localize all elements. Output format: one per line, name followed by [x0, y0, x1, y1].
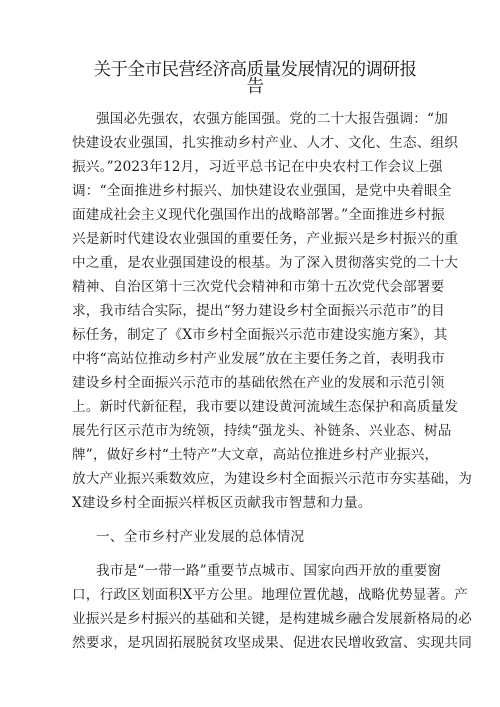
paragraph-line: 兴是新时代建设农业强国的重要任务，产业振兴是乡村振兴的重: [72, 231, 459, 247]
paragraph-line: 然要求，是巩固拓展脱贫攻坚成果、促进农民增收致富、实现共同: [72, 635, 473, 651]
paragraph-line: 面建成社会主义现代化强国作出的战略部署。”全面推进乡村振: [72, 207, 445, 223]
paragraph-line: 上。新时代新征程，我市要以建设黄河流域生态保护和高质量发: [72, 399, 459, 415]
paragraph-line: 强国必先强农，农强方能国强。党的二十大报告强调：“加: [96, 111, 448, 127]
paragraph-line: 快建设农业强国，扎实推动乡村产业、人才、文化、生态、组织: [72, 135, 459, 151]
paragraph-line: 中将“高站位推动乡村产业发展”放在主要任务之首，表明我市: [72, 351, 445, 367]
paragraph-line: 中之重，是农业强国建设的根基。为了深入贯彻落实党的二十大: [72, 255, 459, 271]
paragraph-line: 我市是“一带一路”重要节点城市、国家向西开放的重要窗: [96, 563, 442, 579]
section-heading: 一、全市乡村产业发展的总体情况: [96, 529, 305, 545]
paragraph-line: 求，我市结合实际，提出“努力建设乡村全面振兴示范市”的目: [72, 303, 445, 319]
paragraph-line: X建设乡村全面振兴样板区贡献我市智慧和力量。: [72, 495, 372, 511]
document-title: 关于全市民营经济高质量发展情况的调研报告: [93, 60, 417, 97]
paragraph-line: 精神、自治区第十三次党代会精神和市第十五次党代会部署要: [72, 279, 445, 295]
paragraph-line: 业振兴是乡村振兴的基础和关键，是构建城乡融合发展新格局的必: [72, 611, 473, 627]
paragraph-line: 牌”，做好乡村“土特产”大文章，高站位推进乡村产业振兴，: [72, 447, 439, 463]
paragraph-line: 标任务，制定了《X市乡村全面振兴示范市建设实施方案》，其: [72, 327, 448, 343]
paragraph-line: 放大产业振兴乘数效应，为建设乡村全面振兴示范市夯实基础，为: [72, 471, 473, 487]
paragraph-line: 建设乡村全面振兴示范市的基础依然在产业的发展和示范引领: [72, 375, 445, 391]
paragraph-line: 展先行区示范市为统领，持续“强龙头、补链条、兴业态、树品: [72, 423, 452, 439]
paragraph-line: 调：“全面推进乡村振兴、加快建设农业强国，是党中央着眼全: [72, 183, 452, 199]
paragraph-line: 口，行政区划面积X平方公里。地理位置优越，战略优势显著。产: [72, 587, 469, 603]
paragraph-line: 振兴。”2023年12月，习近平总书记在中央农村工作会议上强: [72, 159, 443, 175]
